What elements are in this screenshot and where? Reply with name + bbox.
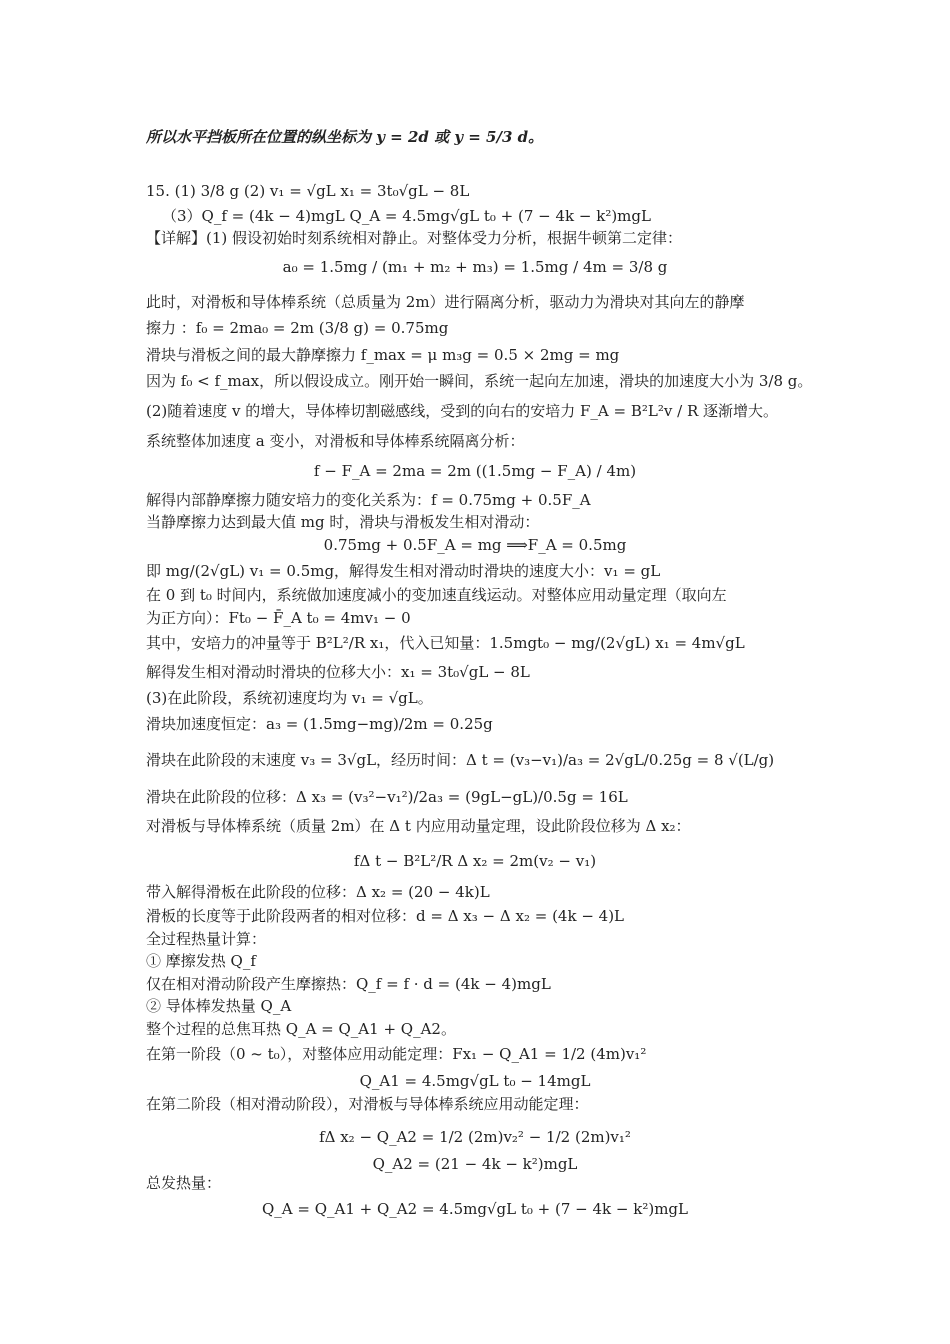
line-21: 滑块加速度恒定：a₃ = (1.5mg−mg)/2m = 0.25g <box>146 715 493 733</box>
line-14: 0.75mg + 0.5F_A = mg ⟹F_A = 0.5mg <box>323 536 627 554</box>
line-6: 擦力 ：f₀ = 2ma₀ = 2m (3/8 g) = 0.75mg <box>146 319 449 337</box>
line-28: 全过程热量计算： <box>146 930 267 948</box>
line-39: Q_A = Q_A1 + Q_A2 = 4.5mg√gL t₀ + (7 − 4k − k²)mgL <box>262 1200 688 1218</box>
line-29: ① 摩擦发热 Q_f <box>146 952 256 970</box>
line-36: fΔ x₂ − Q_A2 = 1/2 (2m)v₂² − 1/2 (2m)v₁² <box>319 1128 631 1146</box>
line-4: a₀ = 1.5mg / (m₁ + m₂ + m₃) = 1.5mg / 4m = 3/8 g <box>282 258 668 276</box>
line-7: 滑块与滑板之间的最大静摩擦力 f_max = μ m₃g = 0.5 × 2mg = mg <box>146 346 620 364</box>
line-0: 所以水平挡板所在位置的纵坐标为 y = 2d 或 y = 5/3 d。 <box>146 128 544 146</box>
line-15: 即 mg/(2√gL) v₁ = 0.5mg，解得发生相对滑动时滑块的速度大小：v₁ = gL <box>146 562 661 580</box>
line-17: 为正方向）：Ft₀ − F̄_A t₀ = 4mv₁ − 0 <box>146 609 411 627</box>
line-10: 系统整体加速度 a 变小，对滑板和导体棒系统隔离分析： <box>146 432 525 450</box>
line-26: 带入解得滑板在此阶段的位移：Δ x₂ = (20 − 4k)L <box>146 883 490 901</box>
line-13: 当静摩擦力达到最大值 mg 时，滑块与滑板发生相对滑动： <box>146 513 540 531</box>
line-12: 解得内部静摩擦力随安培力的变化关系为：f = 0.75mg + 0.5F_A <box>146 491 591 509</box>
line-23: 滑块在此阶段的位移：Δ x₃ = (v₃²−v₁²)/2a₃ = (9gL−gL)/0.5g = 16L <box>146 788 628 806</box>
line-32: 整个过程的总焦耳热 Q_A = Q_A1 + Q_A2。 <box>146 1020 456 1038</box>
line-35: 在第二阶段（相对滑动阶段），对滑板与导体棒系统应用动能定理： <box>146 1095 589 1113</box>
line-18: 其中，安培力的冲量等于 B²L²/R x₁，代入已知量：1.5mgt₀ − mg/(2√gL) x₁ = 4m√gL <box>146 634 745 652</box>
line-24: 对滑板与导体棒系统（质量 2m）在 Δ t 内应用动量定理，设此阶段位移为 Δ x₂： <box>146 817 691 835</box>
line-30: 仅在相对滑动阶段产生摩擦热：Q_f = f · d = (4k − 4)mgL <box>146 975 551 993</box>
line-8: 因为 f₀ < f_max，所以假设成立。刚开始一瞬间，系统一起向左加速，滑块的加速度大小为 3/8 g。 <box>146 372 813 390</box>
line-25: fΔ t − B²L²/R Δ x₂ = 2m(v₂ − v₁) <box>353 852 597 870</box>
line-38: 总发热量： <box>146 1174 222 1192</box>
line-5: 此时，对滑板和导体棒系统（总质量为 2m）进行隔离分析，驱动力为滑块对其向左的静摩 <box>146 293 745 311</box>
line-27: 滑板的长度等于此阶段两者的相对位移：d = Δ x₃ − Δ x₂ = (4k − 4)L <box>146 907 625 925</box>
line-1: 15. (1) 3/8 g (2) v₁ = √gL x₁ = 3t₀√gL − 8L <box>146 182 470 200</box>
line-11: f − F_A = 2ma = 2m ((1.5mg − F_A) / 4m) <box>313 462 637 480</box>
line-33: 在第一阶段（0 ~ t₀），对整体应用动能定理：Fx₁ − Q_A1 = 1/2 (4m)v₁² <box>146 1045 647 1063</box>
line-31: ② 导体棒发热量 Q_A <box>146 997 292 1015</box>
line-2: （3）Q_f = (4k − 4)mgL Q_A = 4.5mg√gL t₀ + (7 − 4k − k²)mgL <box>162 207 651 225</box>
line-34: Q_A1 = 4.5mg√gL t₀ − 14mgL <box>359 1072 591 1090</box>
line-16: 在 0 到 t₀ 时间内，系统做加速度减小的变加速直线运动。对整体应用动量定理（取向左 <box>146 586 727 604</box>
line-22: 滑块在此阶段的末速度 v₃ = 3√gL，经历时间：Δ t = (v₃−v₁)/a₃ = 2√gL/0.25g = 8 √(L/g) <box>146 751 775 769</box>
line-19: 解得发生相对滑动时滑块的位移大小：x₁ = 3t₀√gL − 8L <box>146 663 530 681</box>
line-20: (3)在此阶段，系统初速度均为 v₁ = √gL。 <box>146 689 433 707</box>
line-9: (2)随着速度 v 的增大，导体棒切割磁感线，受到的向右的安培力 F_A = B²L²v / R 逐渐增大。 <box>146 402 779 420</box>
line-3: 【详解】(1) 假设初始时刻系统相对静止。对整体受力分析，根据牛顿第二定律： <box>146 229 683 247</box>
line-37: Q_A2 = (21 − 4k − k²)mgL <box>372 1155 578 1173</box>
